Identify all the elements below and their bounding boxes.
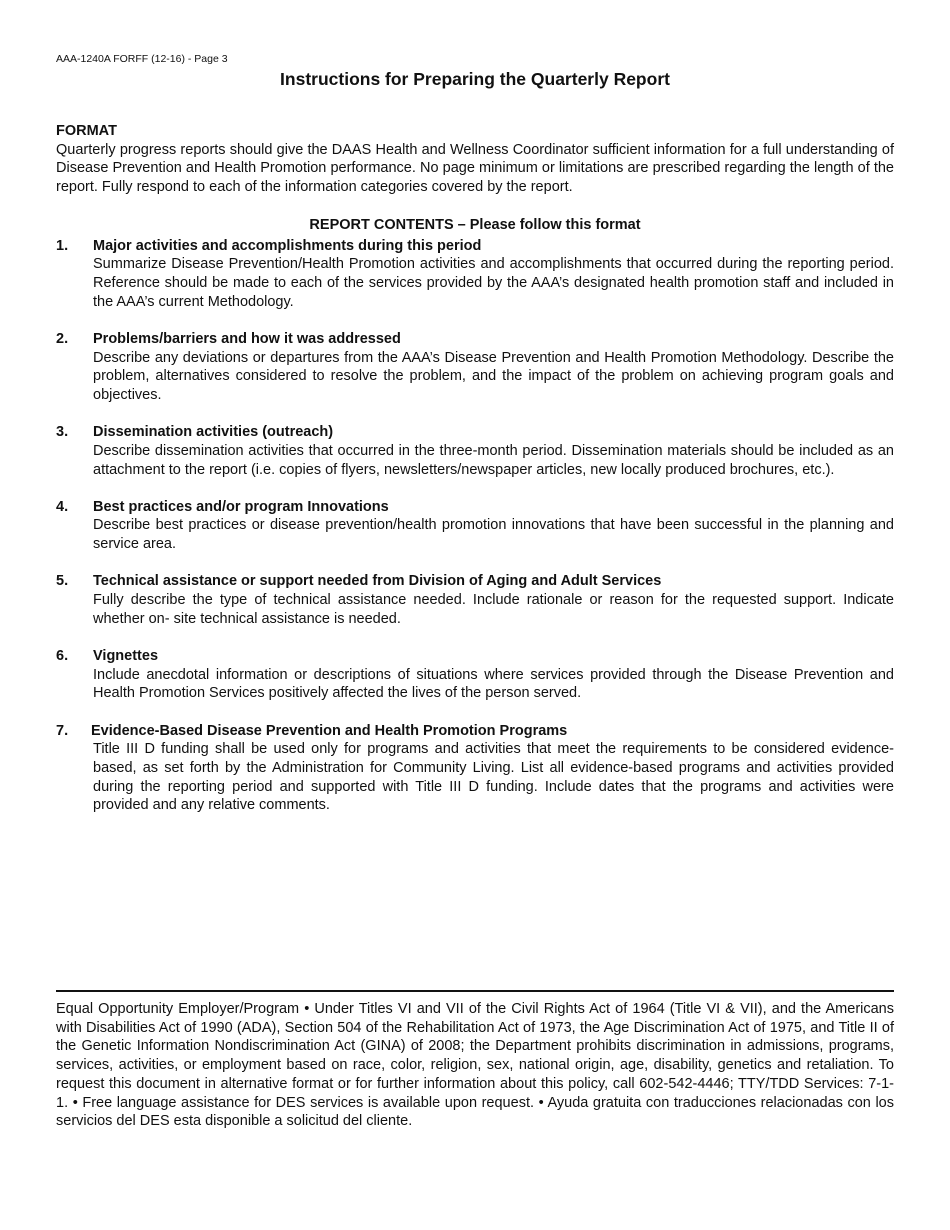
footer	[56, 990, 894, 1131]
section-text: Describe dissemination activities that occurred in the three-month period. Dissemination materials should be included as an attachment to the report (i.e. copies of flyers, newsletters/newspaper articles, new locally produced brochures, etc.).	[93, 442, 894, 478]
section-title: Evidence-Based Disease Prevention and Health Promotion Programs	[91, 722, 568, 739]
report-section-7	[56, 722, 894, 816]
section-number: 5.	[56, 573, 69, 590]
report-section-5	[56, 572, 894, 628]
report-section-1	[56, 237, 894, 312]
section-title: Major activities and accomplishments during this period	[93, 237, 482, 254]
section-number: 1.	[56, 237, 69, 254]
report-sections-list	[56, 237, 894, 816]
format-text: Quarterly progress reports should give the DAAS Health and Wellness Coordinator sufficient information for a full understanding of Disease Prevention and Health Promotion performance. No page minimum or limitations are prescribed regarding the length of the report. Fully respond to each of the information categories covered by the report.	[56, 141, 894, 196]
report-section-6	[56, 647, 894, 703]
section-number: 2.	[56, 330, 69, 347]
section-text: Describe any deviations or departures from the AAA’s Disease Prevention and Health Promotion Methodology. Describe the problem, alternatives considered to resolve the problem, and the impact of the problem on achieving program goals and objectives.	[93, 349, 894, 403]
section-title: Vignettes	[93, 647, 159, 664]
section-title: Best practices and/or program Innovations	[93, 498, 389, 515]
report-section-2	[56, 330, 894, 405]
section-number: 4.	[56, 498, 69, 515]
format-heading: FORMAT	[56, 123, 117, 139]
form-id: AAA-1240A FORFF (12-16) - Page 3	[56, 53, 228, 65]
section-title: Problems/barriers and how it was addressed	[93, 330, 401, 347]
section-text: Title III D funding shall be used only for programs and activities that meet the requirements to be considered evidence-based, as set forth by the Administration for Community Living. List all evidence-based programs and activities provided during the reporting period and supported with Title III D funding. Include dates that the programs and activities were provided and any relative comments.	[93, 741, 894, 814]
section-title: Dissemination activities (outreach)	[93, 424, 334, 441]
footer-disclaimer: Equal Opportunity Employer/Program • Under Titles VI and VII of the Civil Rights Act of 1964 (Title VI & VII), and the Americans with Disabilities Act of 1990 (ADA), Section 504 of the Rehabilitation Act of 1973, the Age Discrimination Act of 1975, and Title II of the Genetic Information Nondiscrimination Act (GINA) of 2008; the Department prohibits discrimination in admissions, programs, services, activities, or employment based on race, color, religion, sex, national origin, age, disability, genetics and retaliation. To request this document in alternative format or for further information about this policy, call 602-542-4446; TTY/TDD Services: 7-1-1. • Free language assistance for DES services is available upon request. • Ayuda gratuita con traducciones relacionadas con los servicios del DES esta disponible a solicitud del cliente.	[56, 1001, 894, 1130]
section-text: Summarize Disease Prevention/Health Promotion activities and accomplishments that occurred during the reporting period. Reference should be made to each of the services provided by the AAA’s designated health promotion staff and included in the AAA’s current Methodology.	[93, 256, 894, 310]
section-text: Include anecdotal information or descriptions of situations where services provided through the Disease Prevention and Health Promotion Services positively affected the lives of the person served.	[93, 666, 894, 702]
section-title: Technical assistance or support needed from Division of Aging and Adult Services	[93, 573, 662, 590]
report-contents-heading: REPORT CONTENTS – Please follow this format	[309, 216, 641, 233]
report-section-4	[56, 498, 894, 554]
section-number: 7.	[56, 722, 69, 739]
document-page	[56, 52, 894, 815]
section-text: Describe best practices or disease prevention/health promotion innovations that have been successful in the planning and service area.	[93, 517, 894, 553]
footer-divider	[56, 990, 894, 992]
report-section-3	[56, 423, 894, 479]
section-text: Fully describe the type of technical assistance needed. Include rationale or reason for the requested support. Indicate whether on- site technical assistance is needed.	[93, 592, 894, 627]
page-title: Instructions for Preparing the Quarterly Report	[280, 69, 670, 89]
section-number: 3.	[56, 424, 69, 441]
section-number: 6.	[56, 647, 69, 664]
